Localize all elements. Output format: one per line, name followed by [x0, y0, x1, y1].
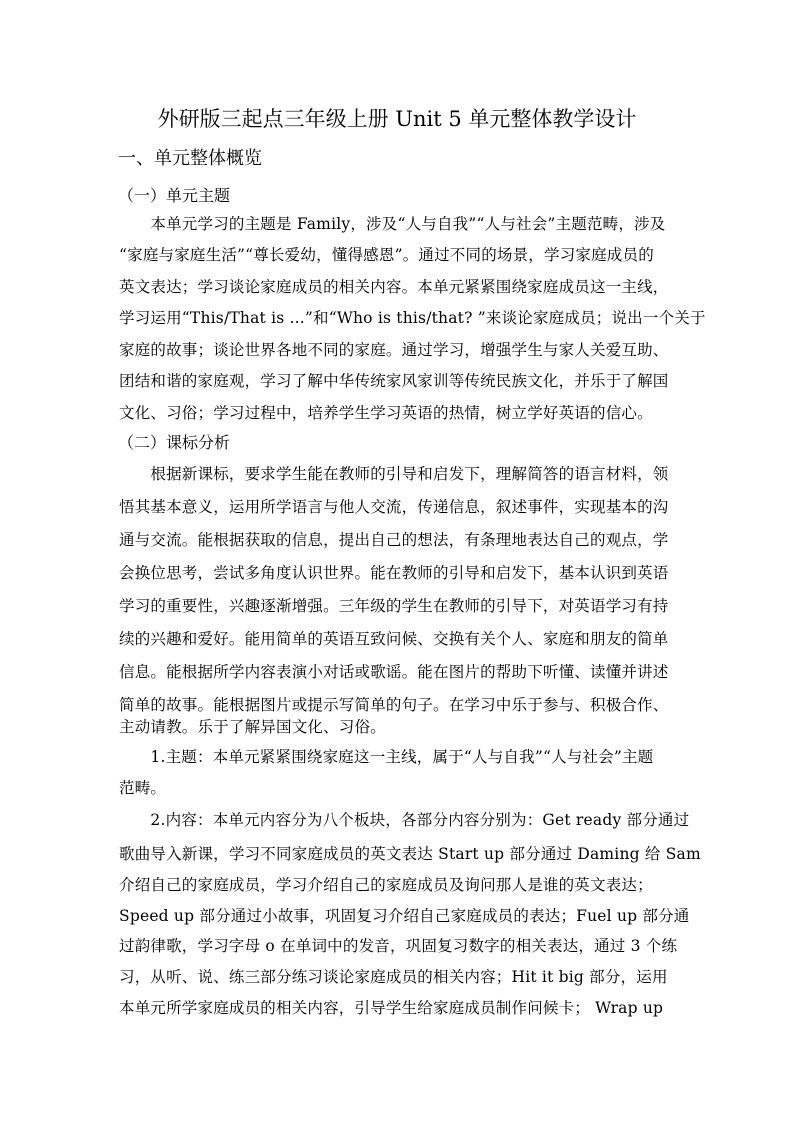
paragraph-line: 英文表达；学习谈论家庭成员的相关内容。本单元紧紧围绕家庭成员这一主线，: [119, 278, 669, 296]
paragraph-line: 根据新课标，要求学生能在教师的引导和启发下，理解简答的语言材料，领: [119, 465, 669, 483]
paragraph-line: 通与交流。能根据获取的信息，提出自己的想法，有条理地表达自己的观点，学: [119, 531, 669, 549]
paragraph-line: 学习运用“This/That is ...”和“Who is this/that? ”来谈论家庭成员；说出一个关于: [119, 309, 706, 327]
paragraph-line: 信息。能根据所学内容表演小对话或歌谣。能在图片的帮助下听懂、读懂并讲述: [119, 663, 669, 681]
paragraph-line: 过韵律歌，学习字母 o 在单词中的发音，巩固复习数字的相关表达，通过 3 个练: [119, 937, 678, 955]
paragraph-line: 2.内容：本单元内容分为八个板块，各部分内容分别为：Get ready 部分通过: [119, 811, 690, 829]
paragraph-line: “家庭与家庭生活”“尊长爱幼，懂得感恩”。通过不同的场景，学习家庭成员的: [119, 246, 654, 264]
paragraph-line: 会换位思考，尝试多角度认识世界。能在教师的引导和启发下，基本认识到英语: [119, 564, 669, 582]
section-heading-overview: 一、单元整体概览: [118, 148, 262, 169]
paragraph-line: 本单元学习的主题是 Family，涉及“人与自我”“人与社会”主题范畴，涉及: [119, 215, 666, 233]
paragraph-line: 学习的重要性，兴趣逐渐增强。三年级的学生在教师的引导下，对英语学习有持: [119, 597, 669, 615]
subsection-heading-curriculum: （二）课标分析: [118, 433, 231, 452]
subsection-heading-theme: （一）单元主题: [118, 186, 231, 205]
paragraph-line: 主动请教。乐于了解异国文化、习俗。: [119, 718, 386, 736]
paragraph-line: 范畴。: [119, 779, 167, 797]
paragraph-line: 简单的故事。能根据图片或提示写简单的句子。在学习中乐于参与、积极合作、: [119, 696, 669, 714]
document-title: 外研版三起点三年级上册 Unit 5 单元整体教学设计: [157, 107, 637, 131]
paragraph-line: Speed up 部分通过小故事，巩固复习介绍自己家庭成员的表达；Fuel up 部分通: [119, 907, 690, 925]
paragraph-line: 歌曲导入新课，学习不同家庭成员的英文表达 Start up 部分通过 Daming 给 Sam: [119, 845, 701, 863]
paragraph-line: 文化、习俗；学习过程中，培养学生学习英语的热情，树立学好英语的信心。: [119, 404, 653, 422]
paragraph-line: 习，从听、说、练三部分练习谈论家庭成员的相关内容；Hit it big 部分，运用: [119, 968, 668, 986]
paragraph-line: 续的兴趣和爱好。能用简单的英语互致问候、交换有关个人、家庭和朋友的简单: [119, 630, 669, 648]
paragraph-line: 介绍自己的家庭成员，学习介绍自己的家庭成员及询问那人是谁的英文表达；: [119, 876, 653, 894]
paragraph-line: 悟其基本意义，运用所学语言与他人交流，传递信息，叙述事件，实现基本的沟: [119, 498, 669, 516]
paragraph-line: 家庭的故事；谈论世界各地不同的家庭。通过学习，增强学生与家人关爱互助、: [119, 341, 669, 359]
paragraph-line: 团结和谐的家庭观，学习了解中华传统家风家训等传统民族文化，并乐于了解国: [119, 372, 669, 390]
paragraph-line: 1.主题：本单元紧紧围绕家庭这一主线，属于“人与自我”“人与社会”主题: [119, 748, 654, 766]
paragraph-line: 本单元所学家庭成员的相关内容，引导学生给家庭成员制作问候卡； Wrap up: [119, 999, 664, 1017]
